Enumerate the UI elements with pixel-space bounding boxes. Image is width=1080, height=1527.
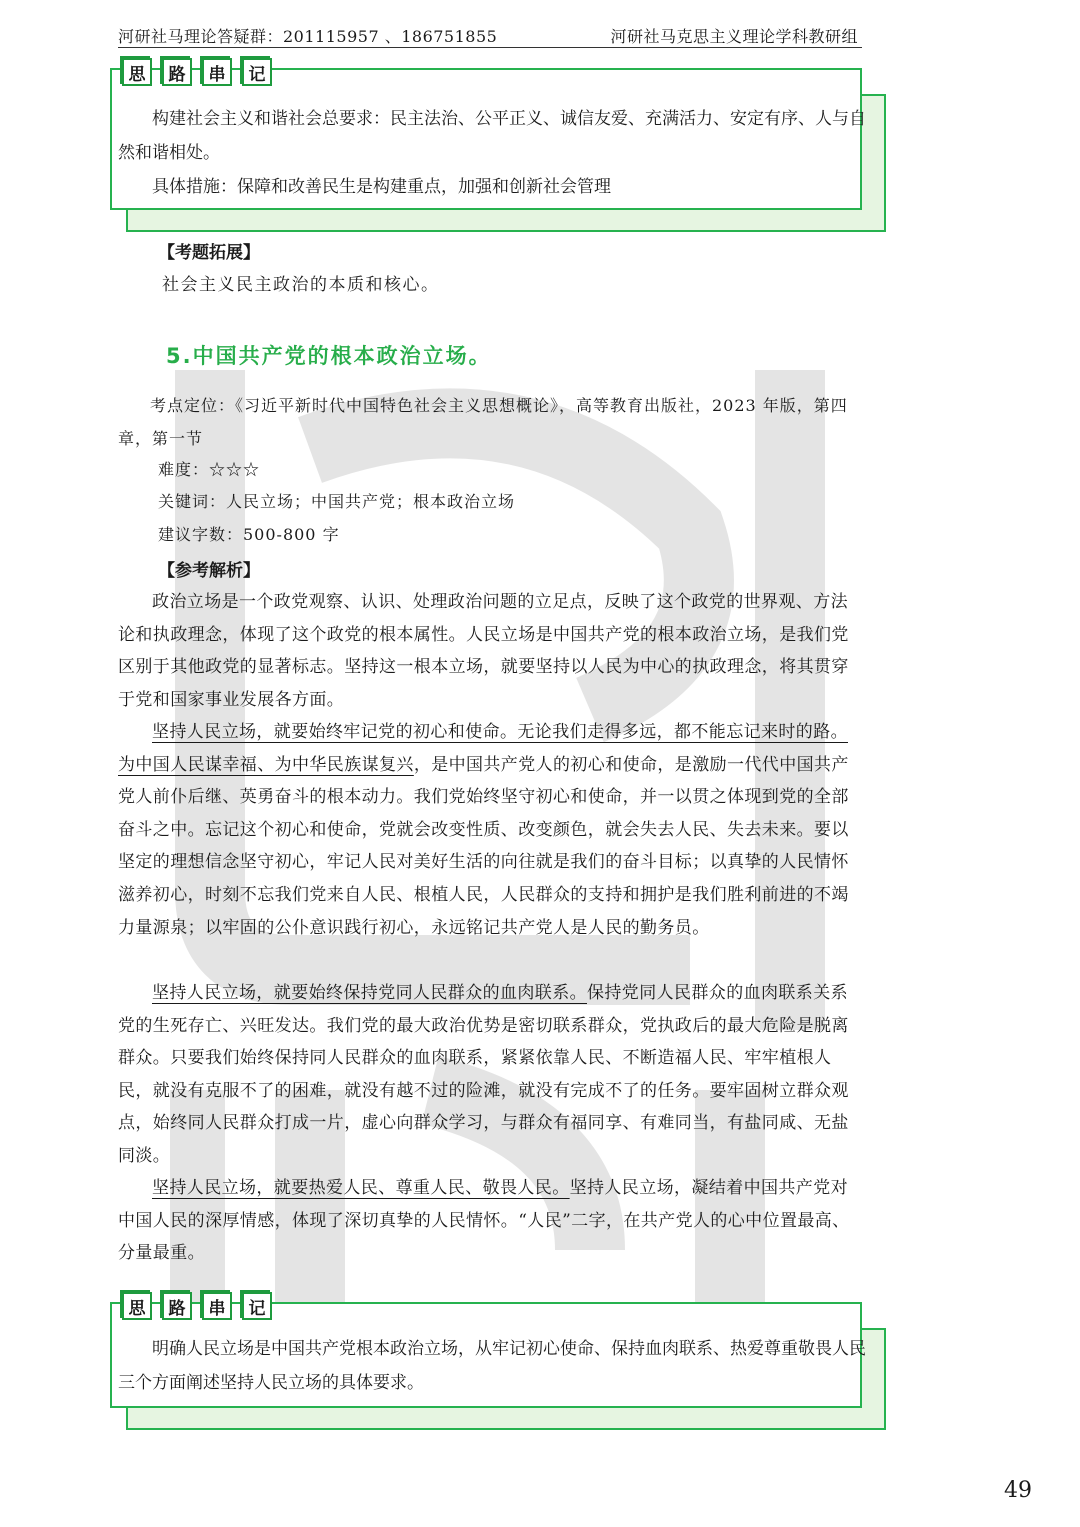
body-paragraph-2 <box>118 716 860 944</box>
underlined-thesis: 坚持人民立场，就要始终保持党同人民群众的血肉联系。 <box>152 983 587 1003</box>
body-paragraph-1: 政治立场是一个政党观察、认识、处理政治问题的立足点，反映了这个政党的世界观、方法论和执政理念，体现了这个政党的根本属性。人民立场是中国共产党的根本政治立场，是我们党区别于其他政党的显著标志。坚持这一根本立场，就要坚持以人民为中心的执政理念，将其贯穿于党和国家事业发展各方面。 <box>118 592 849 710</box>
paragraph-rest: 保持党同人民群众的血肉联系关系党的生死存亡、兴旺发达。我们党的最大政治优势是密切联系群众，党执政后的最大危险是脱离群众。只要我们始终保持同人民群众的血肉联系，紧紧依靠人民、不断造福人民、牢牢植根人民，就没有克服不了的困难，就没有越不过的险滩，就没有完成不了的任务。要牢固树立群众观点，始终同人民群众打成一片，虚心向群众学习，与群众有福同享、有难同当，有盐同咸、无盐同淡。 <box>118 983 849 1166</box>
difficulty-text: 难度：☆☆☆ <box>158 460 261 479</box>
summary-paragraph: 构建社会主义和谐社会总要求：民主法治、公平正义、诚信友爱、充满活力、安定有序、人与自然和谐相处。 <box>118 109 866 163</box>
header-right-text: 河研社马克思主义理论学科教研组 <box>610 27 858 46</box>
tag-char: 串 <box>202 1292 232 1320</box>
section-location <box>118 390 860 455</box>
page-number: 49 <box>1004 1478 1032 1503</box>
summary-paragraph: 具体措施：保障和改善民生是构建重点，加强和创新社会管理 <box>152 177 611 197</box>
summary-box-2 <box>110 1300 886 1430</box>
tag-char: 路 <box>162 1292 192 1320</box>
summary-box-1 <box>110 66 886 232</box>
extension-text: 社会主义民主政治的本质和核心。 <box>162 275 440 295</box>
header-rule <box>118 47 862 48</box>
tag-char: 串 <box>202 58 232 86</box>
summary-paragraph: 明确人民立场是中国共产党根本政治立场，从牢记初心使命、保持血肉联系、热爱尊重敬畏人民三个方面阐述坚持人民立场的具体要求。 <box>118 1339 866 1393</box>
header-left-text: 河研社马理论答疑群：201115957 、186751855 <box>118 27 498 46</box>
location-text: 考点定位：《习近平新时代中国特色社会主义思想概论》，高等教育出版社，2023 年版，第四章，第一节 <box>118 396 848 448</box>
summary-box-tags <box>122 58 272 86</box>
summary-box-tags <box>122 1292 272 1320</box>
analysis-label: 【参考解析】 <box>158 561 260 581</box>
summary-box-text <box>118 102 880 204</box>
wordcount-text: 建议字数：500-800 字 <box>158 525 340 544</box>
tag-char: 记 <box>242 1292 272 1320</box>
summary-box-text <box>118 1332 880 1400</box>
paragraph-rest: 坚持人民立场，凝结着中国共产党对中国人民的深厚情感，体现了深切真挚的人民情怀。“人民”二字，在共产党人的心中位置最高、分量最重。 <box>118 1178 850 1264</box>
underlined-thesis: 坚持人民立场，就要热爱人民、尊重人民、敬畏人民。 <box>152 1178 570 1198</box>
extension-label: 【考题拓展】 <box>158 243 260 263</box>
section-title: 5.中国共产党的根本政治立场。 <box>166 344 492 368</box>
tag-char: 记 <box>242 58 272 86</box>
underlined-thesis: 坚持人民立场，就要始终牢记党的初心和使命。无论我们走得多远，都不能忘记来时的路。为中国人民谋幸福、为中华民族谋复兴 <box>118 722 848 775</box>
tag-char: 思 <box>122 1292 152 1320</box>
paragraph-rest: ，是中国共产党人的初心和使命，是激励一代代中国共产党人前仆后继、英勇奋斗的根本动力。我们党始终坚守初心和使命，并一以贯之体现到党的全部奋斗之中。忘记这个初心和使命，党就会改变性质、改变颜色，就会失去人民、失去未来。要以坚定的理想信念坚守初心，牢记人民对美好生活的向往就是我们的奋斗目标；以真挚的人民情怀滋养初心，时刻不忘我们党来自人民、根植人民，人民群众的支持和拥护是我们胜利前进的不竭力量源泉；以牢固的公仆意识践行初心，永远铭记共产党人是人民的勤务员。 <box>118 754 849 938</box>
keywords-text: 关键词：人民立场；中国共产党；根本政治立场 <box>158 492 516 511</box>
tag-char: 路 <box>162 58 192 86</box>
body-paragraph-4 <box>118 1172 860 1270</box>
tag-char: 思 <box>122 58 152 86</box>
body-paragraph-3 <box>118 977 860 1173</box>
